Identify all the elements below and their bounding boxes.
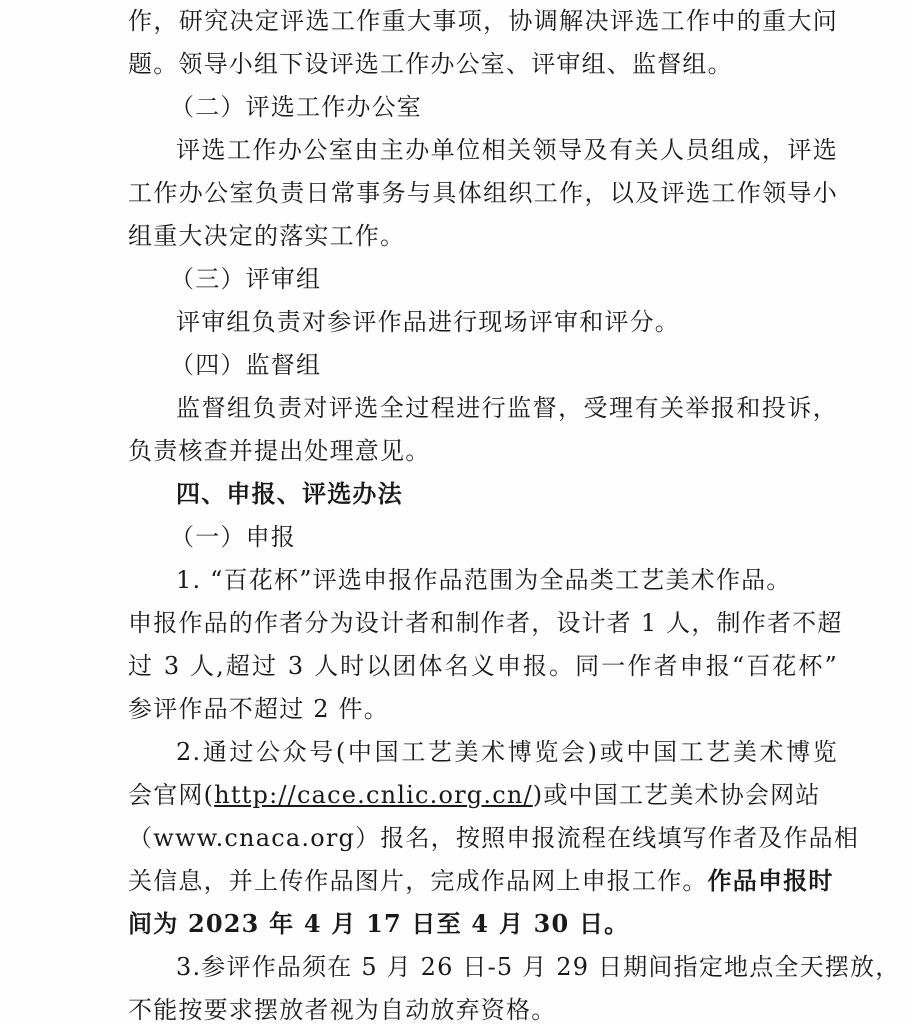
section-heading: 四、申报、评选办法 [176,479,403,508]
paragraph-line-with-link [128,780,821,810]
paragraph-line: 评审组负责对参评作品进行现场评审和评分。 [176,308,680,336]
subsection-heading: （三）评审组 [170,265,322,293]
paragraph-line: 负责核查并提出处理意见。 [128,437,431,465]
line-text: 关信息，并上传作品图片，完成作品网上申报工作。 [128,867,708,895]
paragraph-line: 评选工作办公室由主办单位相关领导及有关人员组成，评选 [176,136,838,164]
official-website-link[interactable]: http://cace.cnlic.org.cn/ [214,781,533,809]
paragraph-line: 监督组负责对评选全过程进行监督，受理有关举报和投诉， [176,394,838,422]
paragraph-line: （www.cnaca.org）报名，按照申报流程在线填写作者及作品相 [128,824,860,852]
paragraph-line: 参评作品不超过 2 件。 [128,695,389,723]
submission-deadline: 间为 2023 年 4 月 17 日至 4 月 30 日。 [128,909,630,938]
emphasized-text: 作品申报时 [707,866,834,895]
subsection-heading: （二）评选工作办公室 [170,93,422,121]
paragraph-line: 作，研究决定评选工作重大事项，协调解决评选工作中的重大问 [128,7,838,35]
line-text: 会官网( [128,781,215,809]
subsection-heading: （四）监督组 [170,351,322,379]
paragraph-line: 申报作品的作者分为设计者和制作者，设计者 1 人，制作者不超 [128,609,843,637]
paragraph-line: 3.参评作品须在 5 月 26 日-5 月 29 日期间指定地点全天摆放， [176,953,901,981]
paragraph-line: 组重大决定的落实工作。 [128,222,406,250]
paragraph-line [128,866,834,896]
paragraph-line: 1. “百花杯”评选申报作品范围为全品类工艺美术作品。 [176,566,792,594]
subsection-heading: （一）申报 [170,523,296,551]
paragraph-line: 题。领导小组下设评选工作办公室、评审组、监督组。 [128,50,733,78]
line-text: )或中国工艺美术协会网站 [532,781,821,809]
paragraph-line: 过 3 人,超过 3 人时以团体名义申报。同一作者申报“百花杯” [128,652,838,680]
paragraph-line: 不能按要求摆放者视为自动放弃资格。 [128,996,557,1024]
paragraph-line: 2.通过公众号(中国工艺美术博览会)或中国工艺美术博览 [176,738,838,766]
paragraph-line: 工作办公室负责日常事务与具体组织工作，以及评选工作领导小 [128,179,838,207]
